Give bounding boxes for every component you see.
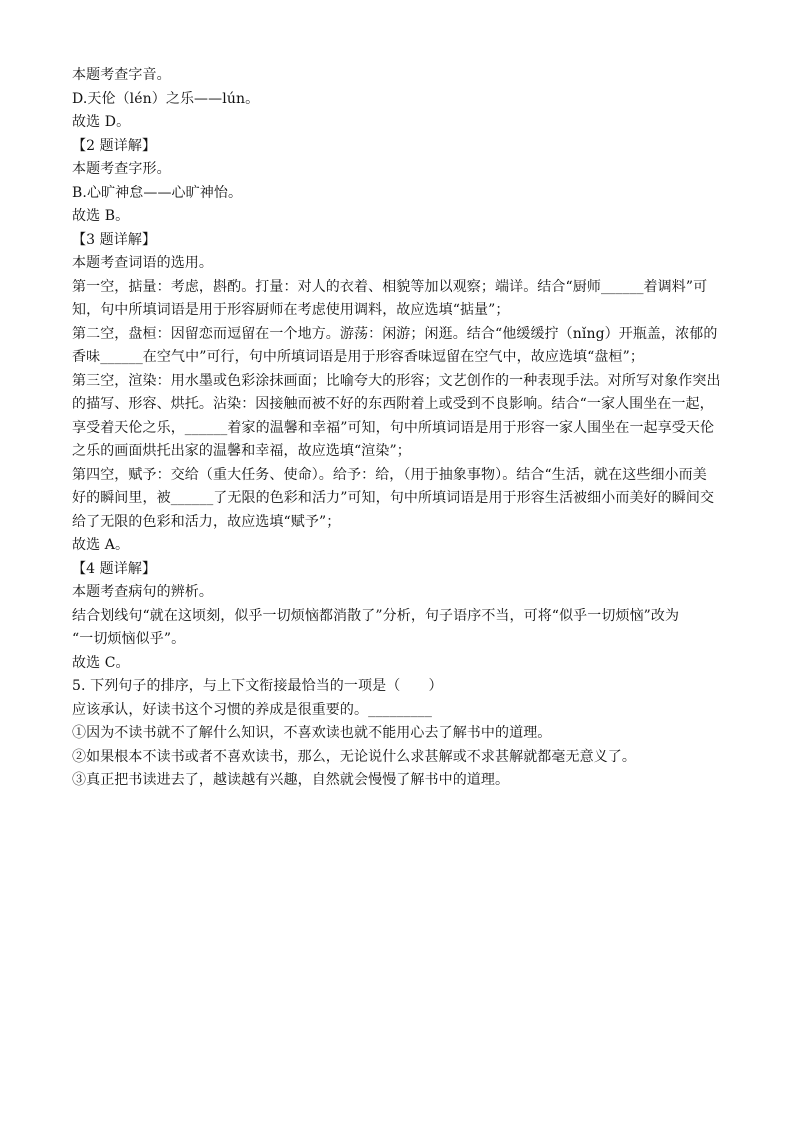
question-context: 应该承认，好读书这个习惯的养成是很重要的。_________ (72, 701, 432, 718)
question-stem: 5. 下列句子的排序，与上下文衔接最恰当的一项是（ ） (72, 678, 443, 694)
text-line: 结合划线句“就在这顷刻，似乎一切烦恼都消散了”分析，句子语序不当，可将“似乎一切烦恼”改为 (72, 607, 680, 624)
option-sentence: ③真正把书读进去了，越读越有兴趣，自然就会慢慢了解书中的道理。 (72, 772, 510, 788)
text-line: 的描写、形容、烘托。沾染：因接触而被不好的东西附着上或受到不良影响。结合“一家人围坐在一起， (72, 396, 714, 412)
text-line: 本题考查字音。 (72, 67, 171, 83)
option-sentence: ②如果根本不读书或者不喜欢读书，那么，无论说什么求甚解或不求甚解就都毫无意义了。 (72, 748, 636, 765)
text-line: 知，句中所填词语是用于形容厨师在考虑使用调料，故应选填“掂量”； (72, 302, 510, 318)
text-line: 故选 D。 (72, 114, 131, 130)
text-line: 第一空，掂量：考虑，斟酌。打量：对人的衣着、相貌等加以观察；端详。结合“厨师______着调料”可 (72, 278, 708, 295)
option-sentence: ①因为不读书就不了解什么知识，不喜欢读也就不能用心去了解书中的道理。 (72, 725, 552, 741)
text-line: 第四空，赋予：交给（重大任务、使命）。给予：给，（用于抽象事物）。结合“生活，就在这些细小而美 (72, 466, 707, 483)
section-heading: 【4 题详解】 (72, 560, 157, 577)
text-line: 第二空，盘桓：因留恋而逗留在一个地方。游荡：闲游；闲逛。结合“他缓缓拧（nǐng）开瓶盖，浓郁的 (72, 325, 718, 342)
section-heading: 【2 题详解】 (72, 137, 157, 154)
text-line: 之乐的画面烘托出家的温馨和幸福，故应选填“渲染”； (72, 443, 411, 459)
text-line: 故选 C。 (72, 654, 130, 671)
text-line: 故选 A。 (72, 537, 130, 553)
text-line: D.天伦（lén）之乐——lún。 (72, 90, 260, 107)
text-line: 香味______在空气中”可行，句中所填词语是用于形容香味逗留在空气中，故应选填“盘桓”； (72, 349, 644, 365)
text-line: 好的瞬间里，被______了无限的色彩和活力”可知，句中所填词语是用于形容生活被细小而美好的瞬间交 (72, 490, 715, 506)
text-line: B.心旷神怠——心旷神怡。 (72, 184, 243, 201)
text-line: “一切烦恼似乎”。 (72, 631, 186, 647)
section-heading: 【3 题详解】 (72, 231, 157, 248)
text-line: 给了无限的色彩和活力，故应选填“赋予”； (72, 513, 341, 530)
text-line: 第三空，渲染：用水墨或色彩涂抹画面；比喻夸大的形容；文艺创作的一种表现手法。对所写对象作突出 (72, 372, 721, 389)
text-line: 本题考查字形。 (72, 161, 171, 177)
text-line: 享受着天伦之乐，______着家的温馨和幸福”可知，句中所填词语是用于形容一家人围坐在一起享受天伦 (72, 419, 715, 436)
text-line: 本题考查病句的辨析。 (72, 584, 213, 600)
text-line: 故选 B。 (72, 208, 130, 224)
text-line: 本题考查词语的选用。 (72, 255, 213, 271)
